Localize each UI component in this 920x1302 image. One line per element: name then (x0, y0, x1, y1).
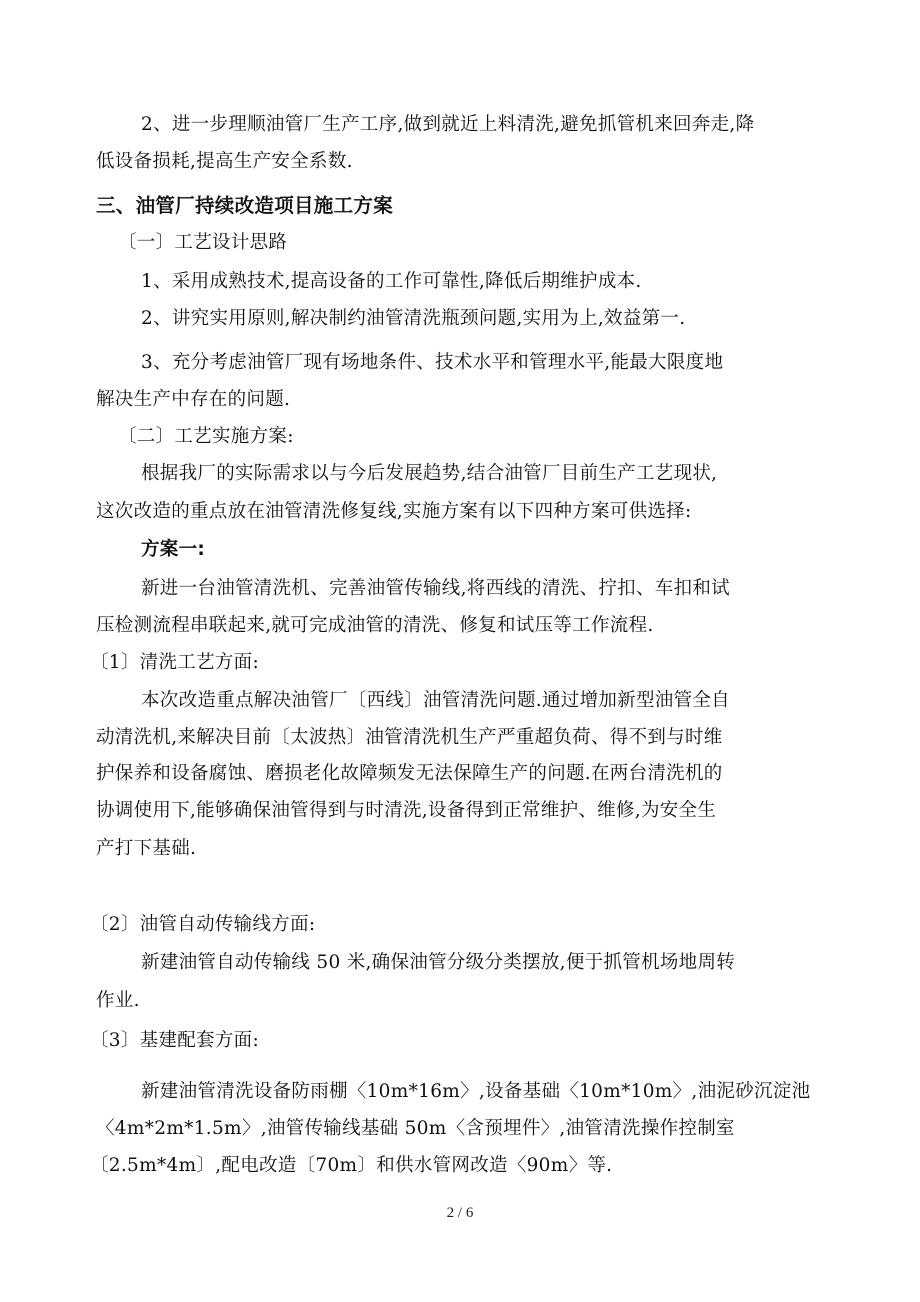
paragraph-line: 新建油管清洗设备防雨棚〈10m*16m〉,设备基础〈10m*10m〉,油泥砂沉淀池 (141, 1081, 811, 1102)
list-item: 3、充分考虑油管厂现有场地条件、技术水平和管理水平,能最大限度地 (141, 352, 724, 373)
item-heading: 〔2〕油管自动传输线方面: (90, 914, 316, 935)
paragraph-line: 新进一台油管清洗机、完善油管传输线,将西线的清洗、拧扣、车扣和试 (141, 578, 730, 599)
paragraph-line: 这次改造的重点放在油管清洗修复线,实施方案有以下四种方案可供选择: (96, 501, 692, 522)
paragraph-line: 压检测流程串联起来,就可完成油管的清洗、修复和试压等工作流程. (96, 615, 654, 636)
paragraph-line: 产打下基础. (96, 838, 197, 859)
paragraph-line: 〔2.5m*4m〕,配电改造〔70m〕和供水管网改造〈90m〉等. (90, 1155, 613, 1176)
subsection-heading: 〔二〕工艺实施方案: (118, 426, 294, 447)
paragraph-line: 本次改造重点解决油管厂〔西线〕油管清洗问题.通过增加新型油管全自 (141, 690, 730, 711)
paragraph-line: 〈4m*2m*1.5m〉,油管传输线基础 50m〈含预埋件〉,油管清洗操作控制室 (96, 1118, 735, 1139)
paragraph-line: 协调使用下,能够确保油管得到与时清洗,设备得到正常维护、维修,为安全生 (96, 800, 717, 821)
list-item: 2、讲究实用原则,解决制约油管清洗瓶颈问题,实用为上,效益第一. (141, 308, 686, 329)
paragraph-line: 解决生产中存在的问题. (96, 389, 291, 410)
paragraph-line: 动清洗机,来解决目前〔太波热〕油管清洗机生产严重超负荷、得不到与时维 (96, 727, 723, 748)
plan-heading: 方案一: (141, 539, 206, 560)
section-heading: 三、油管厂持续改造项目施工方案 (96, 194, 394, 217)
subsection-heading: 〔一〕工艺设计思路 (118, 232, 288, 253)
paragraph-line: 低设备损耗,提高生产安全系数. (96, 151, 353, 172)
list-item: 1、采用成熟技术,提高设备的工作可靠性,降低后期维护成本. (141, 271, 642, 292)
paragraph-line: 作业. (96, 990, 140, 1011)
item-heading: 〔1〕清洗工艺方面: (90, 652, 260, 673)
page-number: 2 / 6 (446, 1205, 474, 1221)
item-heading: 〔3〕基建配套方面: (90, 1030, 260, 1051)
paragraph-line: 根据我厂的实际需求以与今后发展趋势,结合油管厂目前生产工艺现状, (141, 463, 718, 484)
paragraph-line: 新建油管自动传输线 50 米,确保油管分级分类摆放,便于抓管机场地周转 (141, 952, 736, 973)
paragraph-line: 护保养和设备腐蚀、磨损老化故障频发无法保障生产的问题.在两台清洗机的 (96, 763, 723, 784)
paragraph-line: 2、进一步理顺油管厂生产工序,做到就近上料清洗,避免抓管机来回奔走,降 (141, 114, 755, 135)
